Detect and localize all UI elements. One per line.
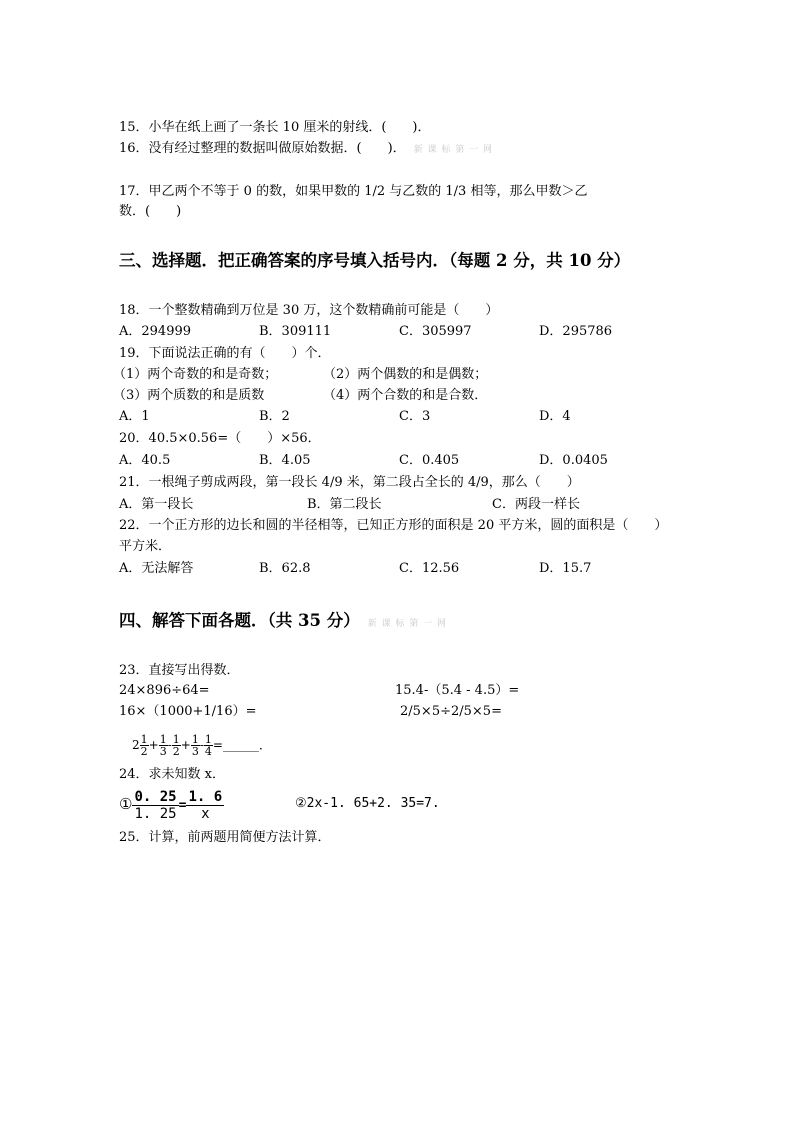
question-18-options bbox=[119, 323, 679, 341]
question-25: 25．计算，前两题用简便方法计算． bbox=[119, 830, 331, 845]
question-19-statements-2 bbox=[113, 387, 673, 405]
expression-4: 2/5×5÷2/5×5= bbox=[400, 704, 502, 719]
fraction: $\frac{1}{3}$ bbox=[191, 733, 199, 758]
equation-1 bbox=[119, 786, 224, 824]
fraction: $\frac{1}{3}$ bbox=[159, 733, 167, 758]
option-b: B．62.8 bbox=[259, 561, 311, 576]
option-d: D．0.0405 bbox=[539, 453, 608, 468]
question-17-line1: 17．甲乙两个不等于 0 的数，如果甲数的 1/2 与乙数的 1/3 相等，那么甲数＞乙 bbox=[119, 184, 588, 199]
question-20-options bbox=[119, 452, 679, 470]
expression-2: 15.4-（5.4 - 4.5）= bbox=[395, 683, 520, 698]
option-c: C．3 bbox=[399, 409, 431, 424]
option-b: B．4.05 bbox=[259, 453, 311, 468]
question-16-text: 16．没有经过整理的数据叫做原始数据．( )． bbox=[119, 141, 406, 156]
option-a: A．40.5 bbox=[119, 453, 171, 468]
operator: - bbox=[199, 738, 204, 752]
fraction-left: $\frac{0. 25}{1. 25}$ bbox=[134, 789, 177, 822]
question-19-options bbox=[119, 408, 679, 426]
question-19-stem: 19．下面说法正确的有（ ）个． bbox=[119, 346, 331, 361]
watermark: 新 课 标 第 一 网 bbox=[367, 619, 448, 629]
section-4-heading bbox=[119, 610, 447, 635]
statement-3: （3）两个质数的和是质数 bbox=[113, 388, 265, 403]
circled-number: ① bbox=[119, 795, 133, 813]
option-c: C．0.405 bbox=[399, 453, 460, 468]
equation-2: ②2x-1. 65+2. 35=7. bbox=[295, 796, 440, 811]
expression-5 bbox=[132, 730, 271, 760]
option-a: A．1 bbox=[119, 409, 150, 424]
operator: + bbox=[180, 738, 191, 752]
question-21-stem: 21．一根绳子剪成两段，第一段长 4/9 米，第二段占全长的 4/9，那么（ ） bbox=[119, 475, 580, 490]
operator: - bbox=[167, 738, 172, 752]
fraction-right: $\frac{1. 6}{x}$ bbox=[188, 789, 223, 822]
option-d: D．4 bbox=[539, 409, 571, 424]
question-23-stem: 23．直接写出得数． bbox=[119, 663, 240, 678]
question-16 bbox=[119, 140, 493, 159]
option-b: B．2 bbox=[259, 409, 290, 424]
expression-3: 16×（1000+1/16）= bbox=[119, 704, 257, 719]
equals: = bbox=[178, 798, 187, 813]
statement-2: （2）两个偶数的和是偶数； bbox=[323, 367, 488, 382]
question-22-stem: 22．一个正方形的边长和圆的半径相等，已知正方形的面积是 20 平方米，圆的面积是（ ） bbox=[119, 518, 668, 533]
question-23-row-1 bbox=[119, 682, 679, 700]
statement-4: （4）两个合数的和是合数． bbox=[323, 388, 488, 403]
whole-number: 2 bbox=[132, 738, 140, 752]
option-a: A．无法解答 bbox=[119, 561, 194, 576]
option-d: D．15.7 bbox=[539, 561, 592, 576]
answer-blank: ______． bbox=[222, 738, 271, 752]
question-22-stem-2: 平方米． bbox=[119, 539, 172, 554]
option-c: C．12.56 bbox=[399, 561, 460, 576]
fraction: $\frac{1}{4}$ bbox=[204, 733, 212, 758]
section-4-title: 四、解答下面各题．（共 35 分） bbox=[119, 611, 360, 630]
question-21-options bbox=[119, 496, 679, 514]
option-d: D．295786 bbox=[539, 324, 613, 339]
question-18-stem: 18．一个整数精确到万位是 30 万，这个数精确前可能是（ ） bbox=[119, 303, 499, 318]
option-c: C．两段一样长 bbox=[492, 497, 580, 512]
option-a: A．294999 bbox=[119, 324, 192, 339]
question-19-statements-1 bbox=[113, 366, 673, 384]
question-24-stem: 24．求未知数 x． bbox=[119, 767, 226, 782]
option-a: A．第一段长 bbox=[119, 497, 194, 512]
expression-1: 24×896÷64= bbox=[119, 683, 210, 698]
option-b: B．第二段长 bbox=[307, 497, 382, 512]
statement-1: （1）两个奇数的和是奇数； bbox=[113, 367, 278, 382]
question-17-line2: 数．( ) bbox=[119, 204, 182, 219]
question-15: 15．小华在纸上画了一条长 10 厘米的射线．( )． bbox=[119, 120, 431, 135]
option-c: C．305997 bbox=[399, 324, 472, 339]
question-22-options bbox=[119, 560, 679, 578]
section-3-heading: 三、选择题．把正确答案的序号填入括号内．（每题 2 分，共 10 分） bbox=[119, 251, 631, 270]
watermark: 新 课 标 第 一 网 bbox=[413, 145, 493, 155]
equals: = bbox=[212, 738, 223, 752]
fraction: $\frac{1}{2}$ bbox=[172, 733, 180, 758]
fraction: $\frac{1}{2}$ bbox=[140, 733, 148, 758]
question-20-stem: 20．40.5×0.56=（ ）×56． bbox=[119, 431, 321, 446]
operator: + bbox=[148, 738, 159, 752]
question-23-row-2 bbox=[119, 703, 679, 721]
option-b: B．309111 bbox=[259, 324, 332, 339]
